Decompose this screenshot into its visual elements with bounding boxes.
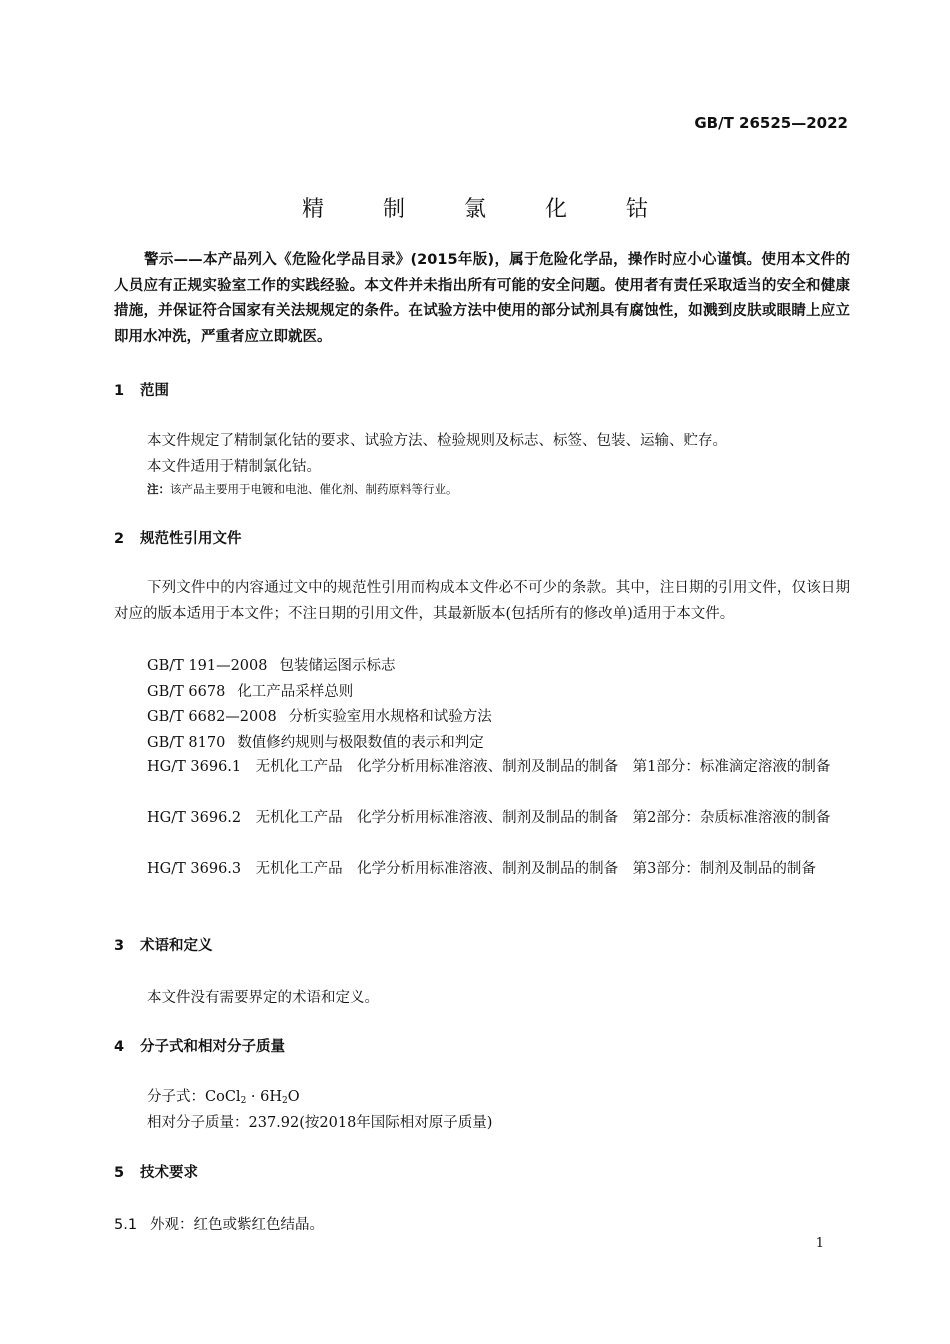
reference-code: GB/T 191—2008 [147,658,268,674]
molecular-formula [147,1085,300,1106]
terms-paragraph: 本文件没有需要界定的术语和定义。 [147,990,379,1006]
reference-title: 化工产品采样总则 [237,684,354,700]
section-title: 范围 [140,383,169,399]
section-number: 5 [114,1165,125,1181]
reference-item [147,731,484,752]
note-text: 该产品主要用于电镀和电池、催化剂、制药原料等行业。 [170,482,458,496]
formula-label: 分子式： [147,1089,205,1105]
section-4-heading [114,1035,285,1056]
reference-item-long: HG/T 3696.3 无机化工产品 化学分析用标准溶液、制剂及制品的制备 第3部分：制剂及制品的制备 [147,861,816,877]
molecular-mass: 相对分子质量：237.92(按2018年国际相对原子质量) [147,1115,493,1131]
formula-part: · 6H [246,1089,282,1105]
formula-subscript: 2 [282,1096,288,1106]
reference-title: 数值修约规则与极限数值的表示和判定 [237,735,484,751]
formula-subscript: 2 [240,1096,247,1106]
section-number: 3 [114,938,125,954]
section-title: 技术要求 [140,1165,198,1181]
section-title: 规范性引用文件 [140,531,242,547]
warning-paragraph: 警示——本产品列入《危险化学品目录》(2015年版)，属于危险化学品，操作时应小心谨慎。使用本文件的人员应有正规实验室工作的实践经验。本文件并未指出所有可能的安全问题。使用者有责任采取适当的安全和健康措施，并保证符合国家有关法规规定的条件。在试验方法中使用的部分试剂具有腐蚀性，如溅到皮肤或眼睛上应立即用水冲洗，严重者应立即就医。 [114,252,850,345]
note-label: 注： [147,482,170,496]
reference-item-long: HG/T 3696.2 无机化工产品 化学分析用标准溶液、制剂及制品的制备 第2部分：杂质标准溶液的制备 [147,810,831,826]
scope-note [147,481,458,497]
section-title: 术语和定义 [140,938,213,954]
subsection-number: 5.1 [114,1217,138,1233]
page-number: 1 [815,1236,824,1251]
formula-part: CoCl [205,1089,241,1105]
section-title: 分子式和相对分子质量 [140,1039,285,1055]
reference-item [147,680,353,701]
section-1-heading [114,379,169,400]
reference-code: GB/T 6682—2008 [147,709,277,725]
references-intro: 下列文件中的内容通过文中的规范性引用而构成本文件必不可少的条款。其中，注日期的引用文件，仅该日期对应的版本适用于本文件；不注日期的引用文件，其最新版本(包括所有的修改单)适用于本文件。 [114,580,850,622]
formula-part: O [287,1089,300,1105]
section-number: 1 [114,383,125,399]
scope-paragraph-1: 本文件规定了精制氯化钴的要求、试验方法、检验规则及标志、标签、包装、运输、贮存。 [147,433,727,449]
section-2-heading [114,527,242,548]
standard-code: GB/T 26525—2022 [694,114,848,132]
reference-code: GB/T 8170 [147,735,226,751]
reference-item [147,705,492,726]
subsection-5-1 [114,1213,324,1234]
reference-title: 分析实验室用水规格和试验方法 [288,709,492,725]
section-number: 4 [114,1039,125,1055]
reference-item-long: HG/T 3696.1 无机化工产品 化学分析用标准溶液、制剂及制品的制备 第1部分：标准滴定溶液的制备 [147,759,831,775]
section-3-heading [114,934,213,955]
subsection-text: 外观：红色或紫红色结晶。 [150,1217,324,1233]
section-number: 2 [114,531,125,547]
reference-item [147,654,395,675]
document-title: 精 制 氯 化 钴 [302,197,674,222]
reference-title: 包装储运图示标志 [279,658,396,674]
reference-code: GB/T 6678 [147,684,226,700]
scope-paragraph-2: 本文件适用于精制氯化钴。 [147,459,321,475]
section-5-heading [114,1161,198,1182]
